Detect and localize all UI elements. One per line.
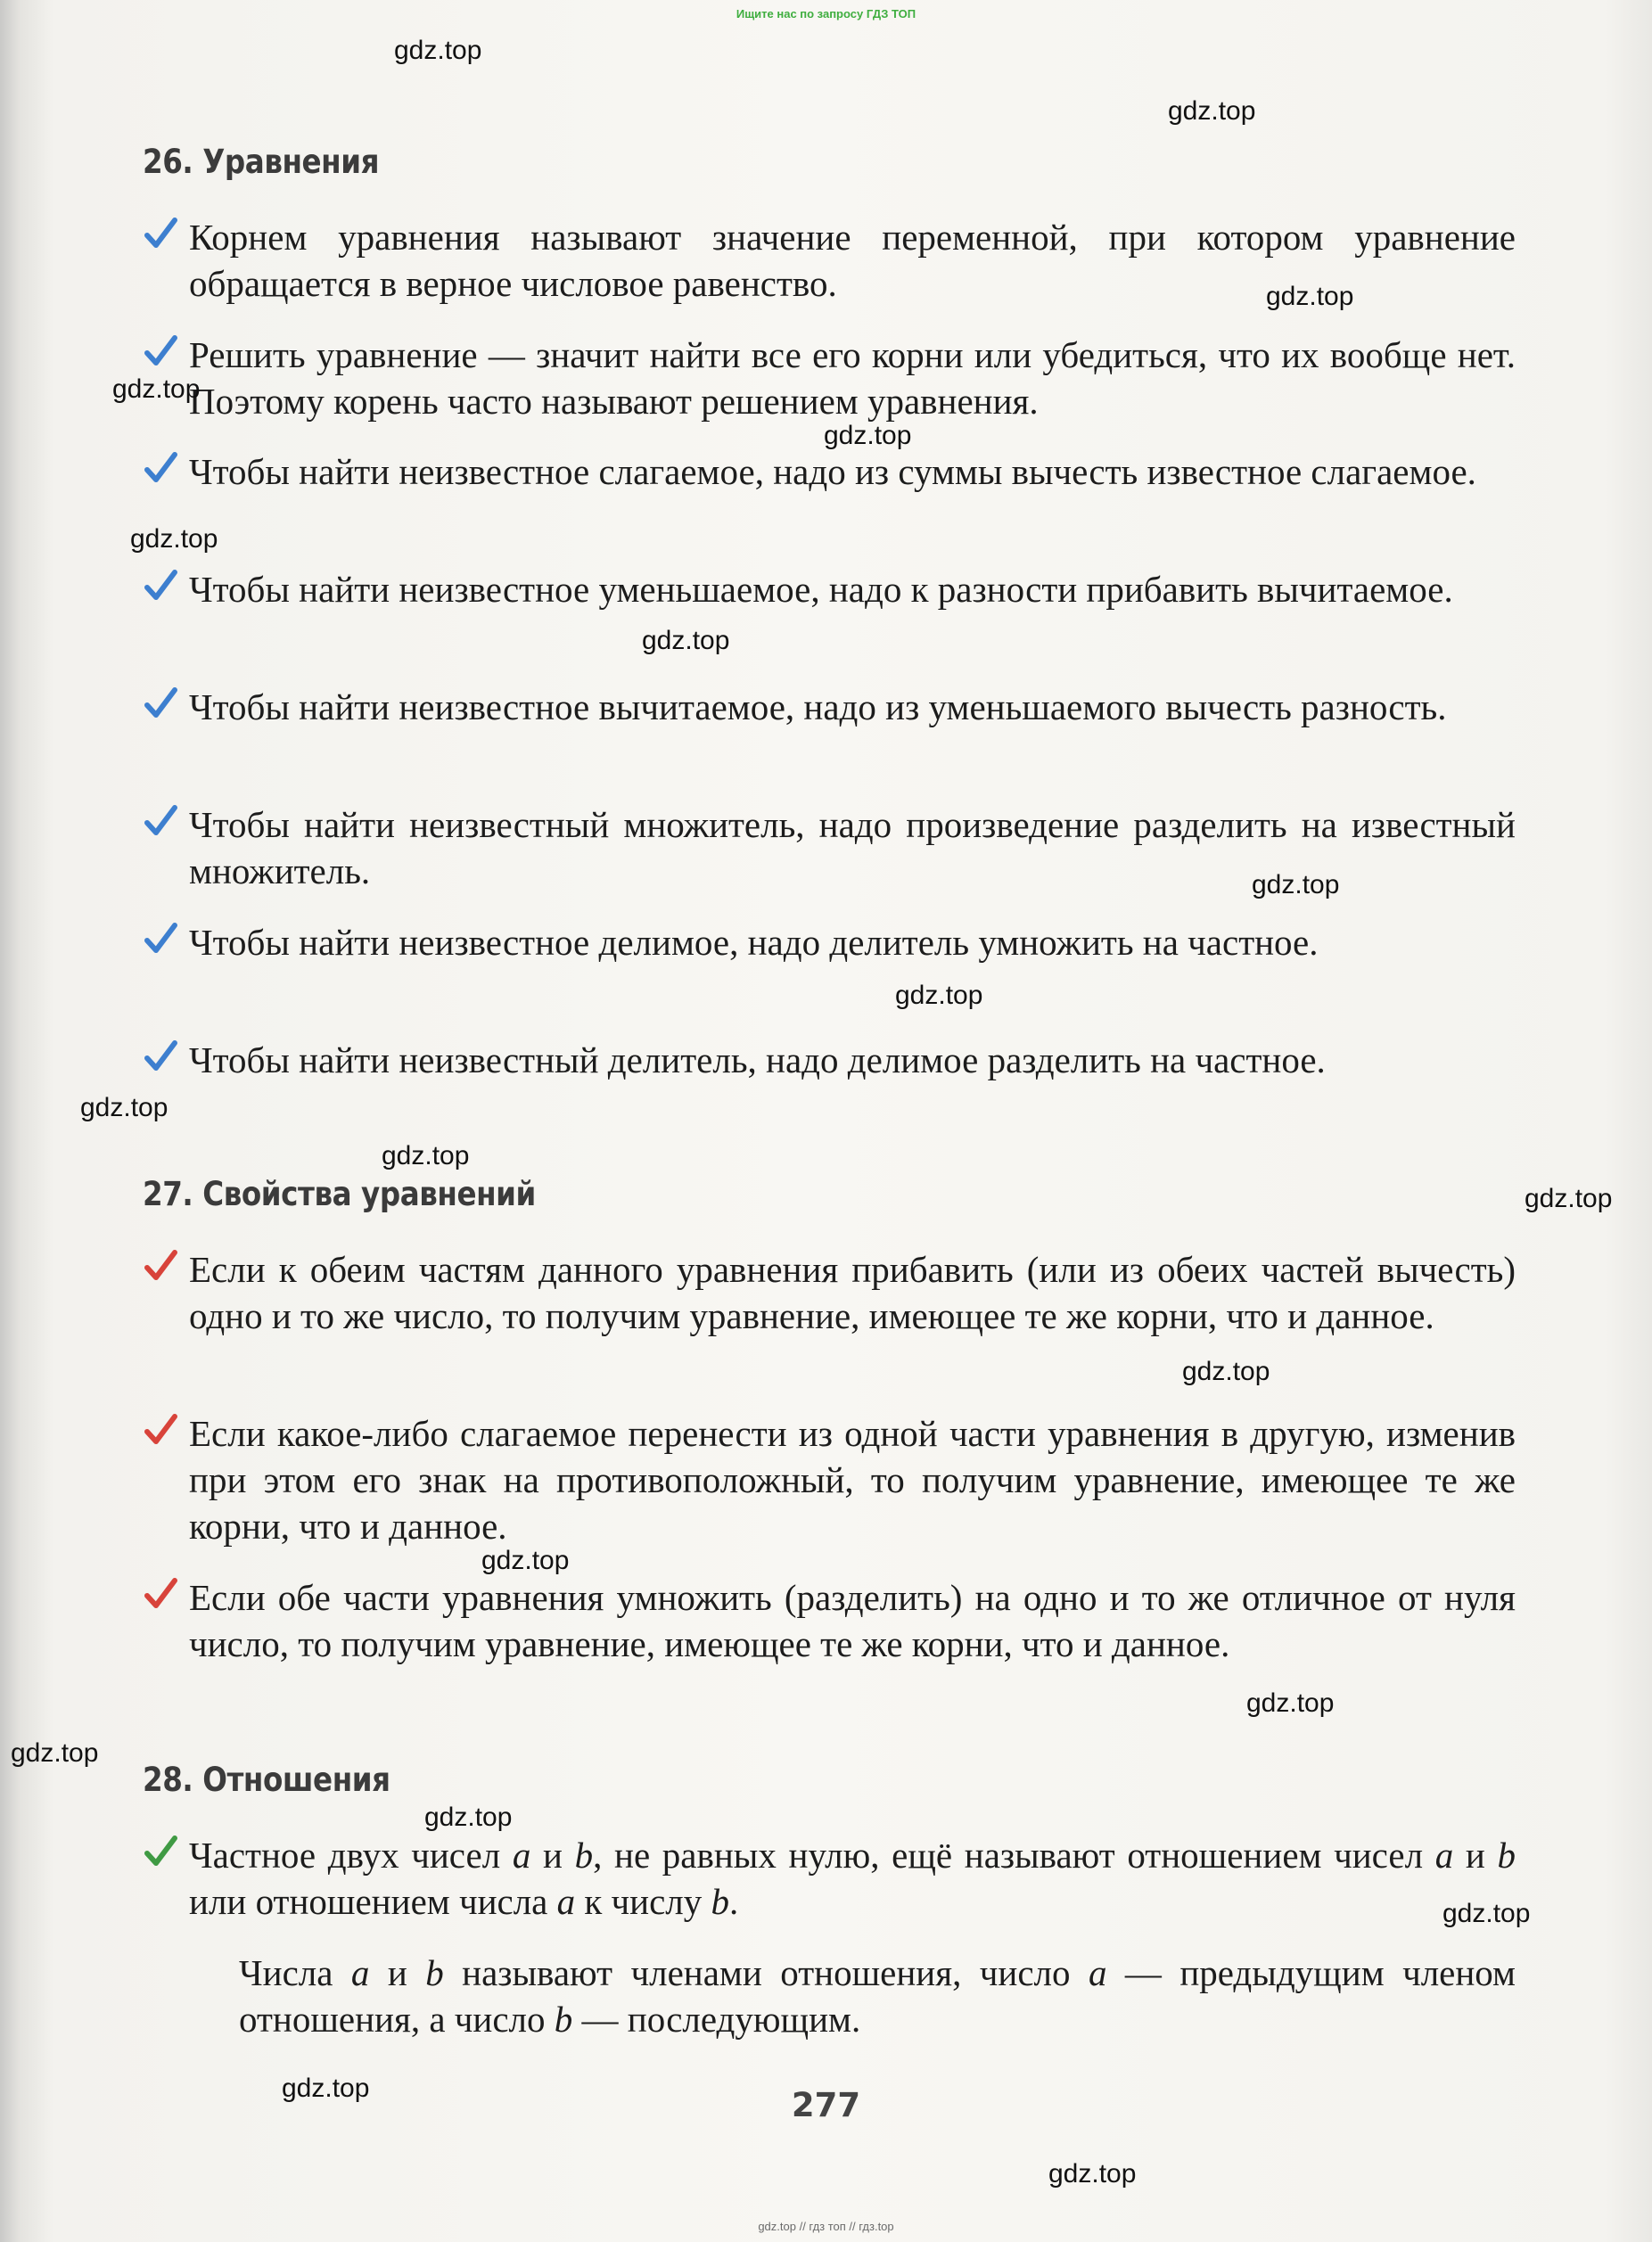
list-item [189,919,1516,965]
item-text: Если обе части уравнения умножить (разделить) на одно и то же отличное от нуля число, то получим уравнение, имеющее те же корни, что и данное. [189,1577,1516,1664]
check-mark-icon [143,1039,178,1074]
check-mark-icon [143,333,178,369]
check-mark-icon [143,216,178,251]
check-mark-icon [143,1834,178,1869]
check-mark-icon [143,1248,178,1284]
watermark: gdz.top [1252,870,1340,899]
watermark: gdz.top [282,2074,370,2103]
list-item [189,1410,1516,1549]
watermark: gdz.top [394,36,482,65]
watermark: gdz.top [642,626,730,655]
item-text: Чтобы найти неизвестное уменьшаемое, надо к разности прибавить вычитаемое. [189,569,1453,610]
footer-banner: gdz.top // гдз топ // гдз.top [758,2220,894,2233]
section-title-28: 28. Отношения [143,1761,390,1799]
list-item [189,1037,1516,1083]
section-title-26: 26. Уравнения [143,143,380,181]
watermark: gdz.top [1182,1357,1270,1386]
watermark: gdz.top [11,1738,99,1768]
item-text: Чтобы найти неизвестное слагаемое, надо из суммы вычесть известное слагаемое. [189,451,1476,492]
check-mark-icon [143,450,178,486]
watermark: gdz.top [1266,282,1354,311]
list-item [189,1574,1516,1667]
item-text: Чтобы найти неизвестное вычитаемое, надо из уменьшаемого вычесть разность. [189,686,1447,727]
watermark: gdz.top [1442,1899,1531,1928]
check-mark-icon [143,921,178,957]
item-text: Чтобы найти неизвестный делитель, надо делимое разделить на частное. [189,1039,1326,1080]
watermark: gdz.top [1246,1688,1335,1718]
check-mark-icon [143,803,178,839]
paragraph-text: Числа a и b называют членами отношения, число a — предыдущим членом отношения, а число b — последующим. [239,1952,1516,2040]
item-text: Чтобы найти неизвестное делимое, надо делитель умножить на частное. [189,922,1319,963]
paragraph [239,1950,1516,2042]
watermark: gdz.top [80,1093,168,1122]
top-banner: Ищите нас по запросу ГДЗ ТОП [736,7,916,21]
watermark: gdz.top [1168,96,1256,126]
watermark: gdz.top [130,524,218,554]
watermark: gdz.top [382,1141,470,1170]
item-text: Корнем уравнения называют значение переменной, при котором уравнение обращается в верное числовое равенство. [189,217,1516,304]
item-text: Если какое-либо слагаемое перенести из одной части уравнения в другую, изменив при этом его знак на противоположный, то получим уравнение, имеющее те же корни, что и данное. [189,1413,1516,1547]
item-text: Частное двух чисел a и b, не равных нулю, ещё называют отношением чисел a и b или отношением числа a к числу b. [189,1835,1516,1922]
list-item [189,332,1516,424]
list-item [189,566,1516,612]
watermark: gdz.top [824,421,912,450]
page-number: 277 [791,2086,861,2124]
list-item [189,1832,1516,1925]
watermark: gdz.top [1048,2159,1137,2189]
item-text: Чтобы найти неизвестный множитель, надо произведение разделить на известный множитель. [189,804,1516,891]
item-text: Решить уравнение — значит найти все его корни или убедиться, что их вообще нет. Поэтому корень часто называют решением уравнения. [189,334,1516,422]
check-mark-icon [143,568,178,604]
watermark: gdz.top [481,1546,570,1575]
watermark: gdz.top [424,1803,513,1832]
check-mark-icon [143,1412,178,1448]
item-text: Если к обеим частям данного уравнения прибавить (или из обеих частей вычесть) одно и то же число, то получим уравнение, имеющее те же корни, что и данное. [189,1249,1516,1336]
watermark: gdz.top [1525,1184,1613,1213]
check-mark-icon [143,1576,178,1612]
check-mark-icon [143,686,178,721]
section-title-27: 27. Свойства уравнений [143,1175,536,1213]
list-item [189,1246,1516,1339]
list-item [189,448,1516,495]
watermark: gdz.top [895,981,983,1010]
list-item [189,684,1516,730]
watermark: gdz.top [112,374,201,404]
